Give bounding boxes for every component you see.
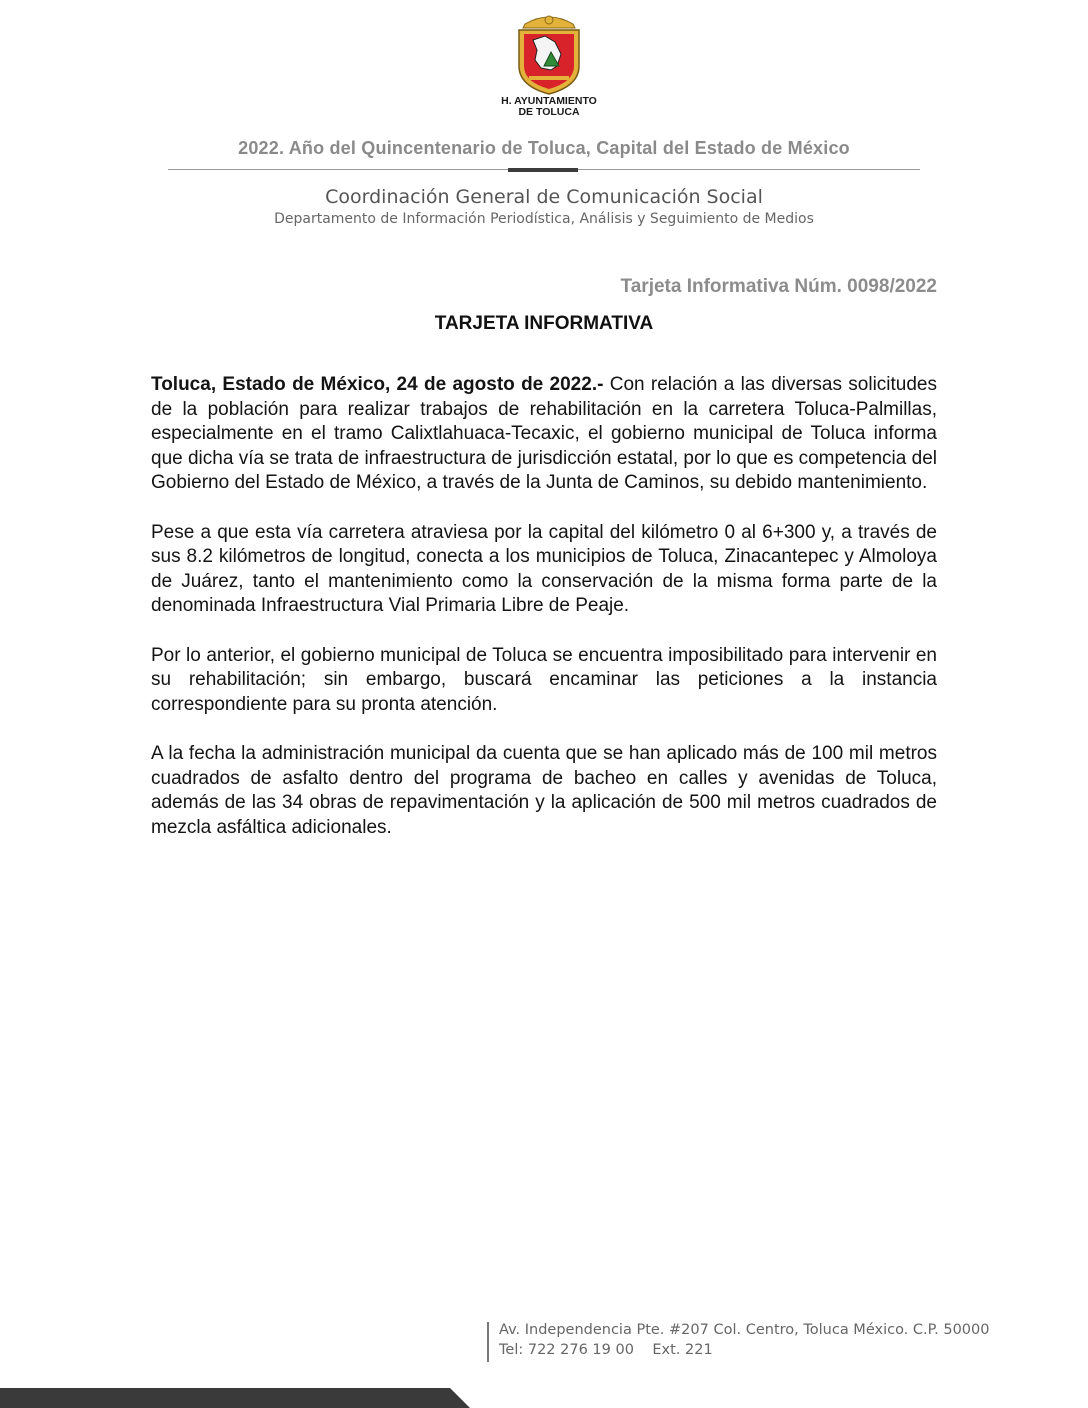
year-motto: 2022. Año del Quincentenario de Toluca, Capital del Estado de México [238,138,850,158]
paragraph-3: Por lo anterior, el gobierno municipal de Toluca se encuentra imposibilitado para intervenir en su rehabilitación; sin embargo, buscará encaminar las peticiones a la instancia correspondiente para su pronta atención. [151,644,937,715]
footer-divider [487,1322,489,1362]
paragraph-2: Pese a que esta vía carretera atraviesa por la capital del kilómetro 0 al 6+300 y, a través de sus 8.2 kilómetros de longitud, conecta a los municipios de Toluca, Zinacantepec y Almoloya de Juárez, tanto el mantenimiento como la conservación de la misma forma parte de la denominada Infraestructura Vial Primaria Libre de Peaje. [151,521,937,617]
document-body [151,373,937,865]
department-subtitle: Departamento de Información Periodística, Análisis y Seguimiento de Medios [274,211,814,227]
logo-caption-line2: DE TOLUCA [518,106,580,118]
coat-of-arms-icon [511,14,587,96]
footer-contact [499,1320,989,1360]
coordination-title: Coordinación General de Comunicación Social [325,186,763,208]
paragraph-1 [151,373,937,496]
paragraph-4: A la fecha la administración municipal da cuenta que se han aplicado más de 100 mil metros cuadrados de asfalto dentro del programa de bacheo en calles y avenidas de Toluca, además de las 34 obras de repavimentación y la aplicación de 500 mil metros cuadrados de mezcla asfáltica adicionales. [151,742,937,838]
card-number: Tarjeta Informativa Núm. 0098/2022 [620,276,937,297]
dateline: Toluca, Estado de México, 24 de agosto de 2022.- [151,374,604,395]
card-title: TARJETA INFORMATIVA [434,313,654,334]
paragraph-1-text: Con relación a las diversas solicitudes de la población para realizar trabajos de rehabilitación en la carretera Toluca-Palmillas, especialmente en el tramo Calixtlahuaca-Tecaxic, el gobierno municipal de Toluca informa que dicha vía se trata de infraestructura de jurisdicción estatal, por lo que es competencia del Gobierno del Estado de México, a través de la Junta de Caminos, su debido mantenimiento. [151,374,937,494]
toluca-logo [494,14,604,122]
footer-band [0,1388,470,1408]
header-divider-accent [508,168,578,172]
footer-phone: Tel: 722 276 19 00 Ext. 221 [499,1342,713,1358]
footer-address: Av. Independencia Pte. #207 Col. Centro, Toluca México. C.P. 50000 [499,1322,990,1338]
logo-caption-line1: H. AYUNTAMIENTO [501,95,597,107]
